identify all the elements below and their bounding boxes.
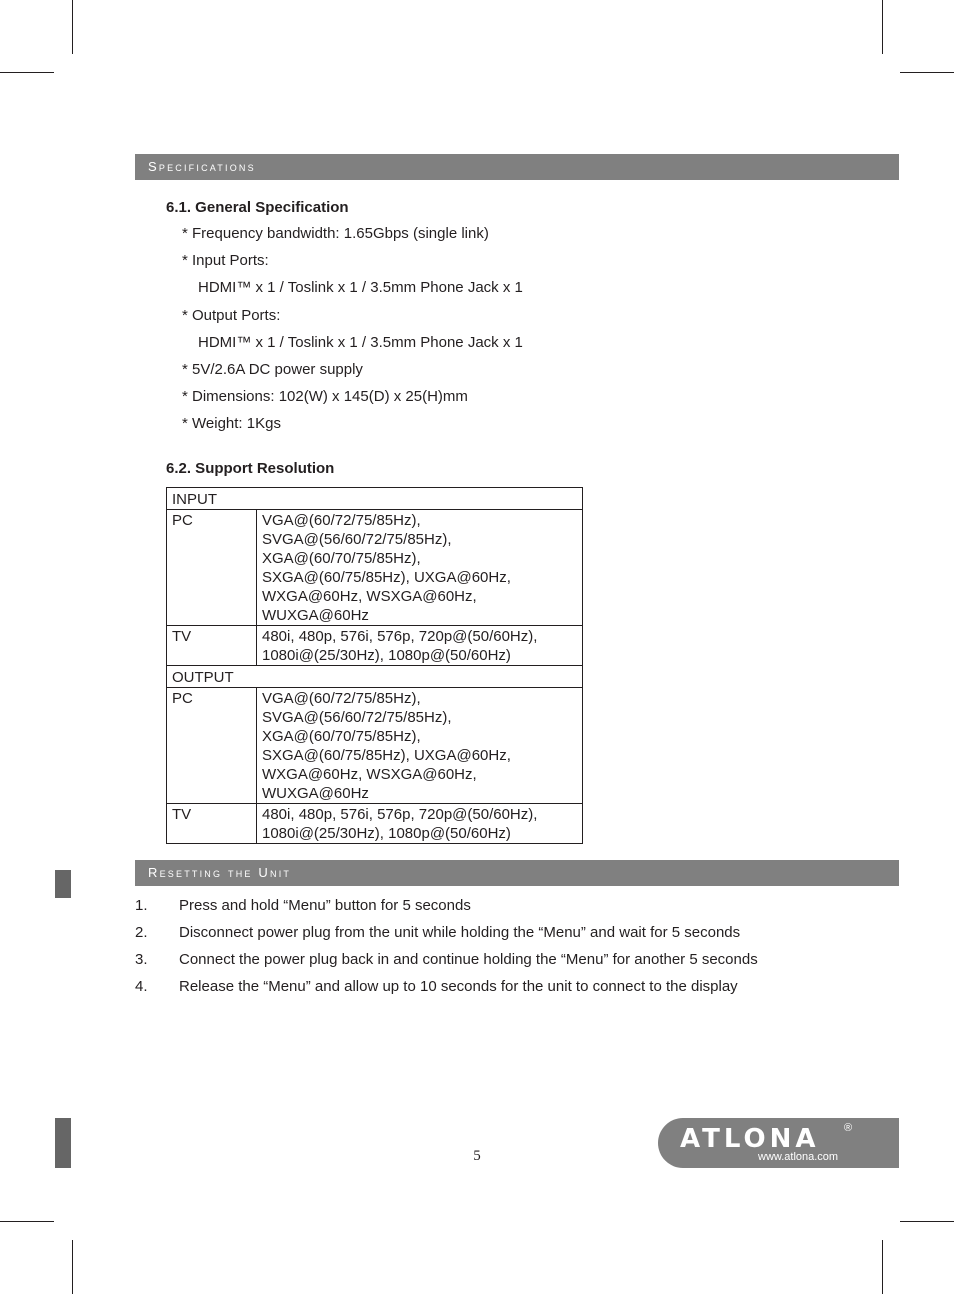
- resolution-line: WXGA@60Hz, WSXGA@60Hz,: [262, 766, 477, 783]
- step-text: Connect the power plug back in and continue holding the “Menu” for another 5 seconds: [179, 951, 758, 968]
- resolution-line: XGA@(60/70/75/85Hz),: [262, 728, 421, 745]
- resolution-line: XGA@(60/70/75/85Hz),: [262, 550, 421, 567]
- crop-mark: [900, 1221, 954, 1222]
- registered-mark: ®: [844, 1122, 853, 1134]
- step-number: 2.: [135, 924, 148, 941]
- resolution-line: SVGA@(56/60/72/75/85Hz),: [262, 531, 452, 548]
- step-number: 3.: [135, 951, 148, 968]
- reset-step: [135, 951, 758, 968]
- table-row: [167, 626, 583, 666]
- resetting-section-bar: Resetting the Unit: [135, 860, 899, 886]
- input-section-label: INPUT: [167, 488, 583, 510]
- spec-line: HDMI™ x 1 / Toslink x 1 / 3.5mm Phone Jack x 1: [198, 334, 523, 351]
- crop-mark: [0, 72, 54, 73]
- spec-line: * Frequency bandwidth: 1.65Gbps (single link): [182, 225, 489, 242]
- resolution-line: WXGA@60Hz, WSXGA@60Hz,: [262, 588, 477, 605]
- resolution-line: VGA@(60/72/75/85Hz),: [262, 512, 421, 529]
- crop-mark: [882, 1240, 883, 1294]
- crop-mark: [882, 0, 883, 54]
- table-row: [167, 488, 583, 510]
- output-pc-resolutions: [257, 688, 583, 804]
- input-pc-label: PC: [167, 510, 257, 626]
- general-spec-heading: 6.1. General Specification: [166, 199, 349, 216]
- input-tv-resolutions: [257, 626, 583, 666]
- crop-mark: [0, 1221, 54, 1222]
- table-row: [167, 688, 583, 804]
- output-tv-label: TV: [167, 804, 257, 844]
- step-text: Press and hold “Menu” button for 5 seconds: [179, 897, 471, 914]
- output-pc-label: PC: [167, 688, 257, 804]
- spec-line: * Dimensions: 102(W) x 145(D) x 25(H)mm: [182, 388, 468, 405]
- resolution-line: 480i, 480p, 576i, 576p, 720p@(50/60Hz),: [262, 628, 538, 645]
- resolution-line: VGA@(60/72/75/85Hz),: [262, 690, 421, 707]
- resolution-line: SVGA@(56/60/72/75/85Hz),: [262, 709, 452, 726]
- output-section-label: OUTPUT: [167, 666, 583, 688]
- input-pc-resolutions: [257, 510, 583, 626]
- logo-url: www.atlona.com: [758, 1151, 839, 1163]
- table-row: [167, 666, 583, 688]
- resolution-line: SXGA@(60/75/85Hz), UXGA@60Hz,: [262, 569, 511, 586]
- support-resolution-heading: 6.2. Support Resolution: [166, 460, 335, 477]
- reset-step: [135, 897, 471, 914]
- resolution-table: [166, 487, 583, 844]
- spec-line: * Weight: 1Kgs: [182, 415, 281, 432]
- resolution-line: 1080i@(25/30Hz), 1080p@(50/60Hz): [262, 825, 511, 842]
- reset-step: [135, 978, 738, 995]
- step-text: Release the “Menu” and allow up to 10 seconds for the unit to connect to the display: [179, 978, 738, 995]
- table-row: [167, 510, 583, 626]
- page-number: 5: [473, 1148, 481, 1164]
- step-number: 1.: [135, 897, 148, 914]
- spec-line: * Output Ports:: [182, 307, 281, 324]
- crop-mark: [900, 72, 954, 73]
- output-tv-resolutions: [257, 804, 583, 844]
- side-tab-mark: [55, 870, 71, 898]
- crop-mark: [72, 1240, 73, 1294]
- logo-wordmark: ATLONA: [680, 1124, 820, 1154]
- spec-line: * Input Ports:: [182, 252, 269, 269]
- spec-line: * 5V/2.6A DC power supply: [182, 361, 363, 378]
- resolution-line: 480i, 480p, 576i, 576p, 720p@(50/60Hz),: [262, 806, 538, 823]
- reset-step: [135, 924, 740, 941]
- spec-line: HDMI™ x 1 / Toslink x 1 / 3.5mm Phone Jack x 1: [198, 279, 523, 296]
- resolution-line: SXGA@(60/75/85Hz), UXGA@60Hz,: [262, 747, 511, 764]
- resolution-line: WUXGA@60Hz: [262, 607, 369, 624]
- table-row: [167, 804, 583, 844]
- atlona-logo: [658, 1118, 899, 1168]
- step-text: Disconnect power plug from the unit while holding the “Menu” and wait for 5 seconds: [179, 924, 741, 941]
- specifications-section-bar: Specifications: [135, 154, 899, 180]
- step-number: 4.: [135, 978, 148, 995]
- crop-mark: [72, 0, 73, 54]
- resolution-line: 1080i@(25/30Hz), 1080p@(50/60Hz): [262, 647, 511, 664]
- input-tv-label: TV: [167, 626, 257, 666]
- resolution-line: WUXGA@60Hz: [262, 785, 369, 802]
